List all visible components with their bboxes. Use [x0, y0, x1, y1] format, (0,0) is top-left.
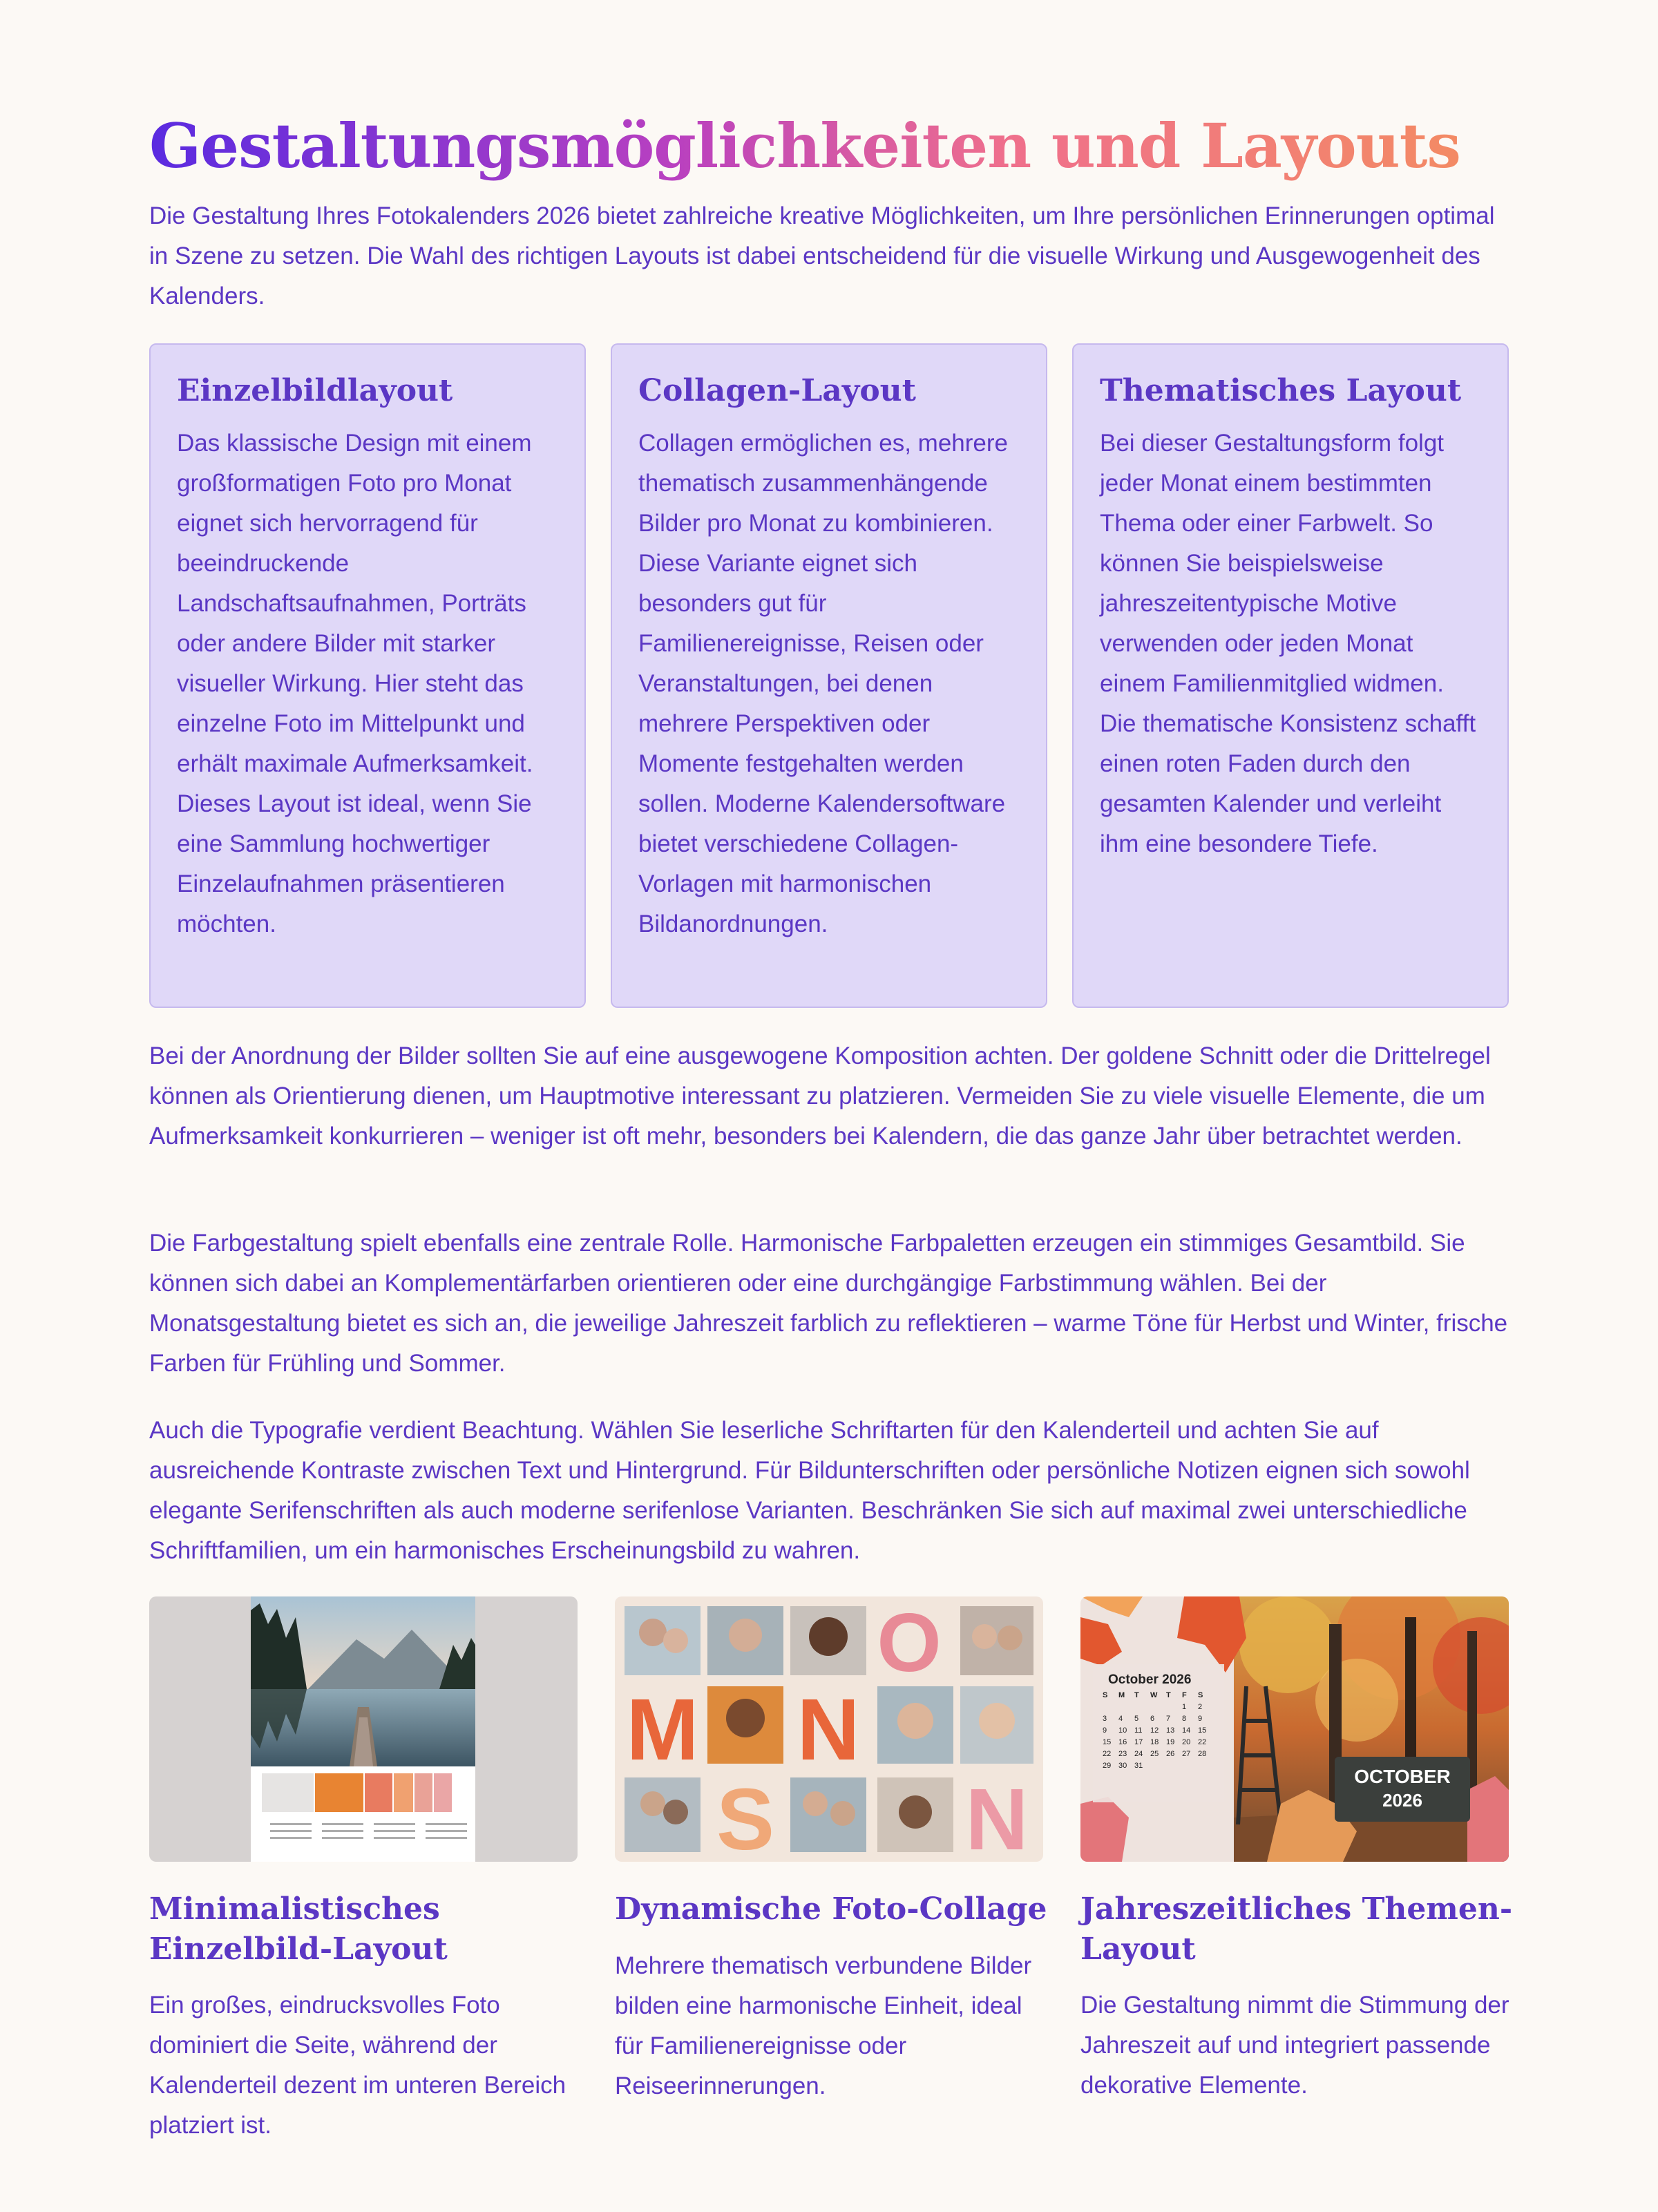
calendar-day: 31 — [1134, 1762, 1143, 1770]
collage-letter-n2: N — [965, 1771, 1029, 1862]
calendar-day: 2 — [1198, 1703, 1203, 1711]
calendar-day: 16 — [1118, 1738, 1127, 1746]
calendar-weekday: F — [1182, 1691, 1187, 1699]
calendar-day: 22 — [1198, 1738, 1207, 1746]
card-title: Collagen-Layout — [638, 373, 916, 408]
calendar-day: 19 — [1166, 1738, 1175, 1746]
calendar-weekday: S — [1103, 1691, 1108, 1699]
card-einzelbild — [149, 343, 586, 1008]
body-paragraph-typography: Auch die Typografie verdient Beachtung. Wählen Sie leserliche Schriftarten für den Kalenderteil und achten Sie auf ausreichende Kontraste zwischen Text und Hintergrund. Für Bildunterschriften oder persönliche Notizen eignen sich sowohl elegante Serifenschriften als auch moderne serifenlose Varianten. Beschränken Sie sich auf maximal zwei unterschiedliche Schriftfamilien, um ein harmonisches Erscheinungsbild zu wahren. — [149, 1417, 1470, 1564]
calendar-day: 7 — [1166, 1715, 1171, 1723]
collage-letter-o: O — [877, 1596, 942, 1689]
calendar-day: 20 — [1182, 1738, 1191, 1746]
thumbnail-seasonal-layout — [1080, 1596, 1509, 1862]
sign-year: 2026 — [1382, 1790, 1422, 1811]
calendar-day: 6 — [1150, 1715, 1155, 1723]
calendar-weekday: T — [1166, 1691, 1171, 1699]
calendar-day: 9 — [1103, 1726, 1107, 1735]
card-text: Collagen ermöglichen es, mehrere thematisch zusammenhängende Bilder pro Monat zu kombinieren. Diese Variante eignet sich besonders gut für Familienereignisse, Reisen oder Veranstaltungen, bei denen mehrere Perspektiven oder Momente festgehalten werden sollen. Moderne Kalendersoftware bietet verschiedene Collagen-Vorlagen mit harmonischen Bildanordnungen. — [638, 430, 1008, 937]
collage-letter-m: M — [626, 1681, 699, 1778]
calendar-day: 5 — [1134, 1715, 1139, 1723]
calendar-day: 17 — [1134, 1738, 1143, 1746]
calendar-weekday: M — [1118, 1691, 1125, 1699]
card-thematisch — [1072, 343, 1509, 1008]
gallery-text-minimal: Ein großes, eindrucksvolles Foto dominiert die Seite, während der Kalenderteil dezent im unteren Bereich platziert ist. — [149, 1992, 566, 2139]
calendar-day: 24 — [1134, 1750, 1143, 1758]
calendar-day: 15 — [1103, 1738, 1112, 1746]
calendar-day: 12 — [1150, 1726, 1159, 1735]
card-text: Das klassische Design mit einem großformatigen Foto pro Monat eignet sich hervorragend für beeindruckende Landschaftsaufnahmen, Porträts oder andere Bilder mit starker visueller Wirkung. Hier steht das einzelne Foto im Mittelpunkt und erhält maximale Aufmerksamkeit. Dieses Layout ist ideal, wenn Sie eine Sammlung hochwertiger Einzelaufnahmen präsentieren möchten. — [177, 430, 533, 937]
calendar-day: 29 — [1103, 1762, 1112, 1770]
collage-letter-n: N — [797, 1681, 860, 1778]
body-paragraph-color: Die Farbgestaltung spielt ebenfalls eine zentrale Rolle. Harmonische Farbpaletten erzeugen ein stimmiges Gesamtbild. Sie können sich dabei an Komplementärfarben orientieren oder eine durchgängige Farbstimmung wählen. Bei der Monatsgestaltung bietet es sich an, die jeweilige Jahreszeit farblich zu reflektieren – warme Töne für Herbst und Winter, frische Farben für Frühling und Sommer. — [149, 1230, 1508, 1377]
calendar-day: 23 — [1118, 1750, 1127, 1758]
card-title: Thematisches Layout — [1100, 373, 1462, 408]
calendar-day: 18 — [1150, 1738, 1159, 1746]
calendar-day: 22 — [1103, 1750, 1112, 1758]
calendar-day: 14 — [1182, 1726, 1191, 1735]
calendar-day: 3 — [1103, 1715, 1107, 1723]
calendar-day: 30 — [1118, 1762, 1127, 1770]
calendar-day: 10 — [1118, 1726, 1127, 1735]
calendar-day: 26 — [1166, 1750, 1175, 1758]
gallery-title-minimal: Minimalistisches Einzelbild-Layout — [149, 1891, 448, 1967]
calendar-day: 27 — [1182, 1750, 1191, 1758]
sign-month: OCTOBER — [1354, 1766, 1451, 1787]
card-title: Einzelbildlayout — [177, 373, 453, 408]
calendar-day: 8 — [1182, 1715, 1187, 1723]
calendar-day: 25 — [1150, 1750, 1159, 1758]
card-collage — [611, 343, 1047, 1008]
calendar-weekday: S — [1198, 1691, 1203, 1699]
thumbnail-collage-layout — [615, 1596, 1043, 1862]
card-text: Bei dieser Gestaltungsform folgt jeder Monat einem bestimmten Thema oder einer Farbwelt. So können Sie beispielsweise jahreszeitentypische Motive verwenden oder jeden Monat einem Familienmitglied widmen. Die thematische Konsistenz schafft einen roten Faden durch den gesamten Kalender und verleiht ihm eine besondere Tiefe. — [1100, 430, 1476, 857]
body-paragraph-composition: Bei der Anordnung der Bilder sollten Sie auf eine ausgewogene Komposition achten. Der goldene Schnitt oder die Drittelregel können als Orientierung dienen, um Hauptmotive interessant zu platzieren. Vermeiden Sie zu viele visuelle Elemente, die um Aufmerksamkeit konkurrieren – weniger ist oft mehr, besonders bei Kalendern, die das ganze Jahr über betrachtet werden. — [149, 1042, 1491, 1150]
collage-letter-s: S — [716, 1771, 775, 1862]
page-title: Gestaltungsmöglichkeiten und Layouts — [149, 104, 1531, 187]
intro-paragraph: Die Gestaltung Ihres Fotokalenders 2026 bietet zahlreiche kreative Möglichkeiten, um Ihre persönlichen Erinnerungen optimal in Szene zu setzen. Die Wahl des richtigen Layouts ist dabei entscheidend für die visuelle Wirkung und Ausgewogenheit des Kalenders. — [149, 202, 1495, 309]
calendar-title: October 2026 — [1108, 1672, 1192, 1687]
gallery-title-seasonal: Jahreszeitliches Themen-Layout — [1080, 1891, 1513, 1967]
calendar-day: 1 — [1182, 1703, 1187, 1711]
calendar-day: 28 — [1198, 1750, 1207, 1758]
gallery-text-seasonal: Die Gestaltung nimmt die Stimmung der Jahreszeit auf und integriert passende dekorative Elemente. — [1080, 1992, 1509, 2099]
calendar-weekday: T — [1134, 1691, 1139, 1699]
calendar-day: 15 — [1198, 1726, 1207, 1735]
calendar-weekday: W — [1150, 1691, 1158, 1699]
calendar-day: 9 — [1198, 1715, 1203, 1723]
gallery-title-collage: Dynamische Foto-Collage — [615, 1891, 1047, 1927]
calendar-day: 13 — [1166, 1726, 1175, 1735]
gallery-text-collage: Mehrere thematisch verbundene Bilder bilden eine harmonische Einheit, ideal für Familienereignisse oder Reiseerinnerungen. — [615, 1952, 1032, 2099]
thumbnail-minimal-layout — [149, 1596, 578, 1862]
calendar-day: 11 — [1134, 1726, 1143, 1735]
calendar-day: 4 — [1118, 1715, 1123, 1723]
